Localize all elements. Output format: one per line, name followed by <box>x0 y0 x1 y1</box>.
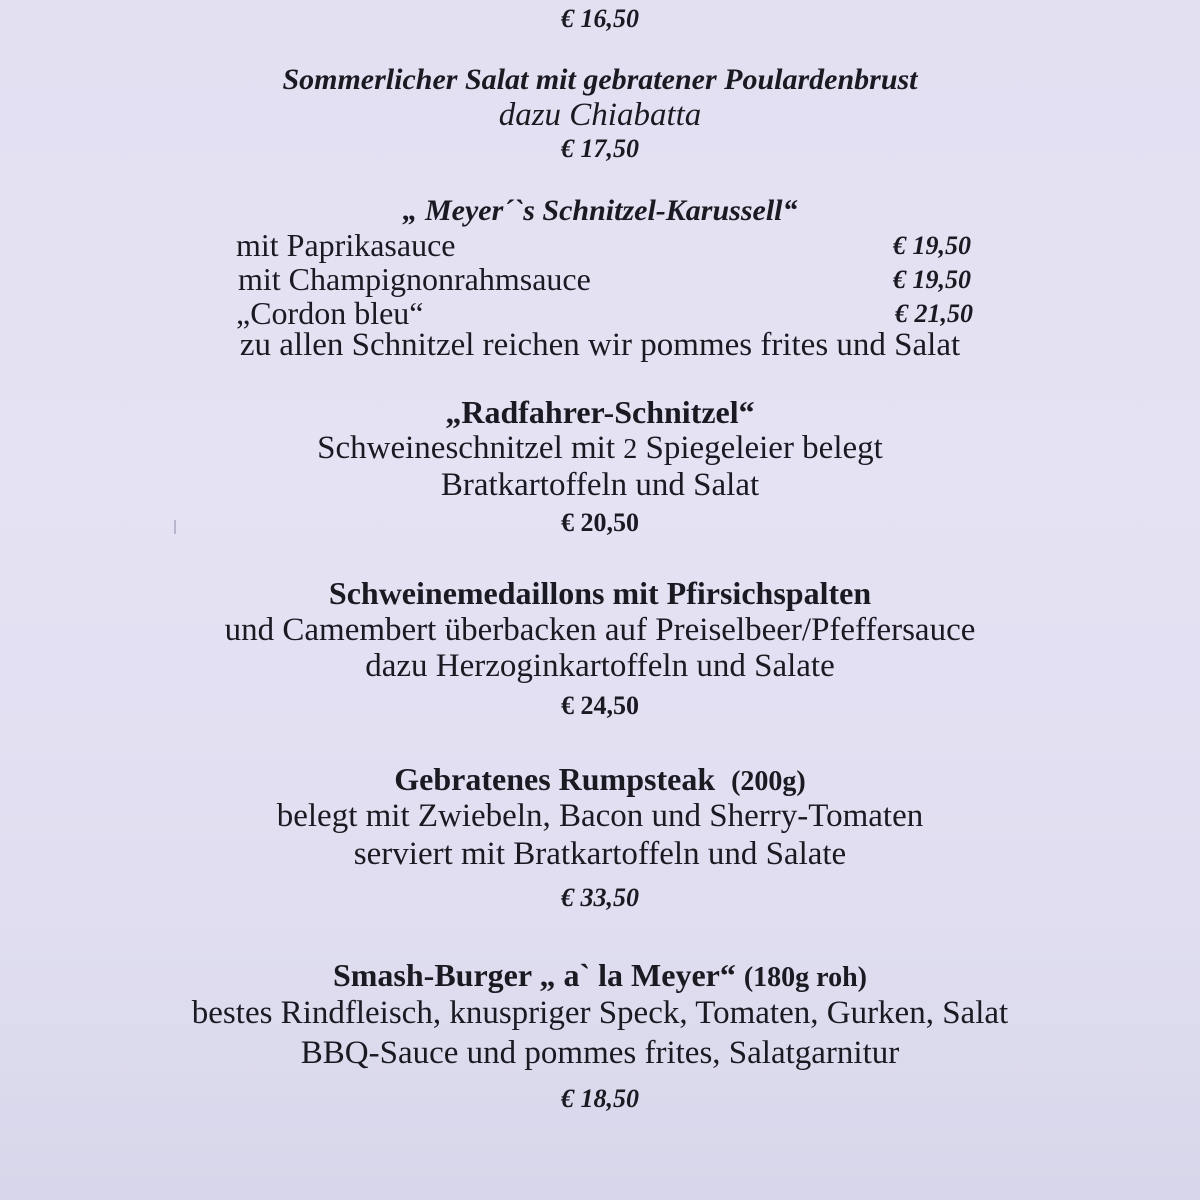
item-title-radfahrer-schnitzel: „Radfahrer-Schnitzel“ <box>445 394 755 430</box>
option-label-champignonrahmsauce: mit Champignonrahmsauce <box>238 261 591 297</box>
item-price-schweinemedaillons: € 24,50 <box>561 691 639 720</box>
item-desc2-smash-burger: BBQ-Sauce und pommes frites, Salatgarnitur <box>300 1035 900 1071</box>
item-title-schweinemedaillons: Schweinemedaillons mit Pfirsichspalten <box>328 575 872 611</box>
item-title-schnitzel-karussell: „ Meyer´`s Schnitzel-Karussell“ <box>402 194 798 227</box>
option-price-paprikasauce: € 19,50 <box>893 231 971 260</box>
item-desc1-schweinemedaillons: und Camembert überbacken auf Preiselbeer/Pfeffersauce <box>224 612 976 648</box>
item-title-salad: Sommerlicher Salat mit gebratener Poulardenbrust <box>282 63 918 96</box>
item-desc-salad: dazu Chiabatta <box>498 97 702 133</box>
item-desc-radfahrer-pre: Schweineschnitzel mit <box>317 430 624 466</box>
item-title-smash-burger <box>0 959 1200 992</box>
item-weight-smash-burger: (180g roh) <box>743 962 868 993</box>
item-price-rumpsteak: € 33,50 <box>561 883 639 912</box>
item-title-smash-burger-name: Smash-Burger „ a` la Meyer“ <box>332 957 736 993</box>
item-desc-radfahrer-post: Spiegeleier belegt <box>637 430 883 466</box>
item-price-radfahrer-schnitzel: € 20,50 <box>561 508 639 537</box>
top-item-price: € 16,50 <box>561 4 639 33</box>
item-desc2-radfahrer-schnitzel: Bratkartoffeln und Salat <box>440 467 760 503</box>
item-desc2-rumpsteak: serviert mit Bratkartoffeln und Salate <box>353 836 847 872</box>
option-label-cordon-bleu: „Cordon bleu“ <box>236 295 424 331</box>
item-weight-rumpsteak: (200g) <box>731 766 806 797</box>
option-price-cordon-bleu: € 21,50 <box>895 299 973 328</box>
item-price-salad: € 17,50 <box>561 134 639 163</box>
item-desc1-smash-burger: bestes Rindfleisch, knuspriger Speck, Tomaten, Gurken, Salat <box>191 995 1009 1031</box>
item-title-rumpsteak <box>0 763 1200 796</box>
item-desc-radfahrer-num: 2 <box>623 434 638 465</box>
option-label-paprikasauce: mit Paprikasauce <box>236 227 456 263</box>
item-desc-radfahrer-schnitzel <box>0 432 1200 465</box>
item-desc2-schweinemedaillons: dazu Herzoginkartoffeln und Salate <box>365 648 835 684</box>
item-title-rumpsteak-name: Gebratenes Rumpsteak <box>394 761 716 797</box>
item-price-smash-burger: € 18,50 <box>561 1084 639 1113</box>
option-price-champignonrahmsauce: € 19,50 <box>893 265 971 294</box>
item-desc1-rumpsteak: belegt mit Zwiebeln, Bacon und Sherry-Tomaten <box>276 798 924 834</box>
schnitzel-note: zu allen Schnitzel reichen wir pommes frites und Salat <box>239 327 961 363</box>
paper-mark <box>174 520 176 534</box>
